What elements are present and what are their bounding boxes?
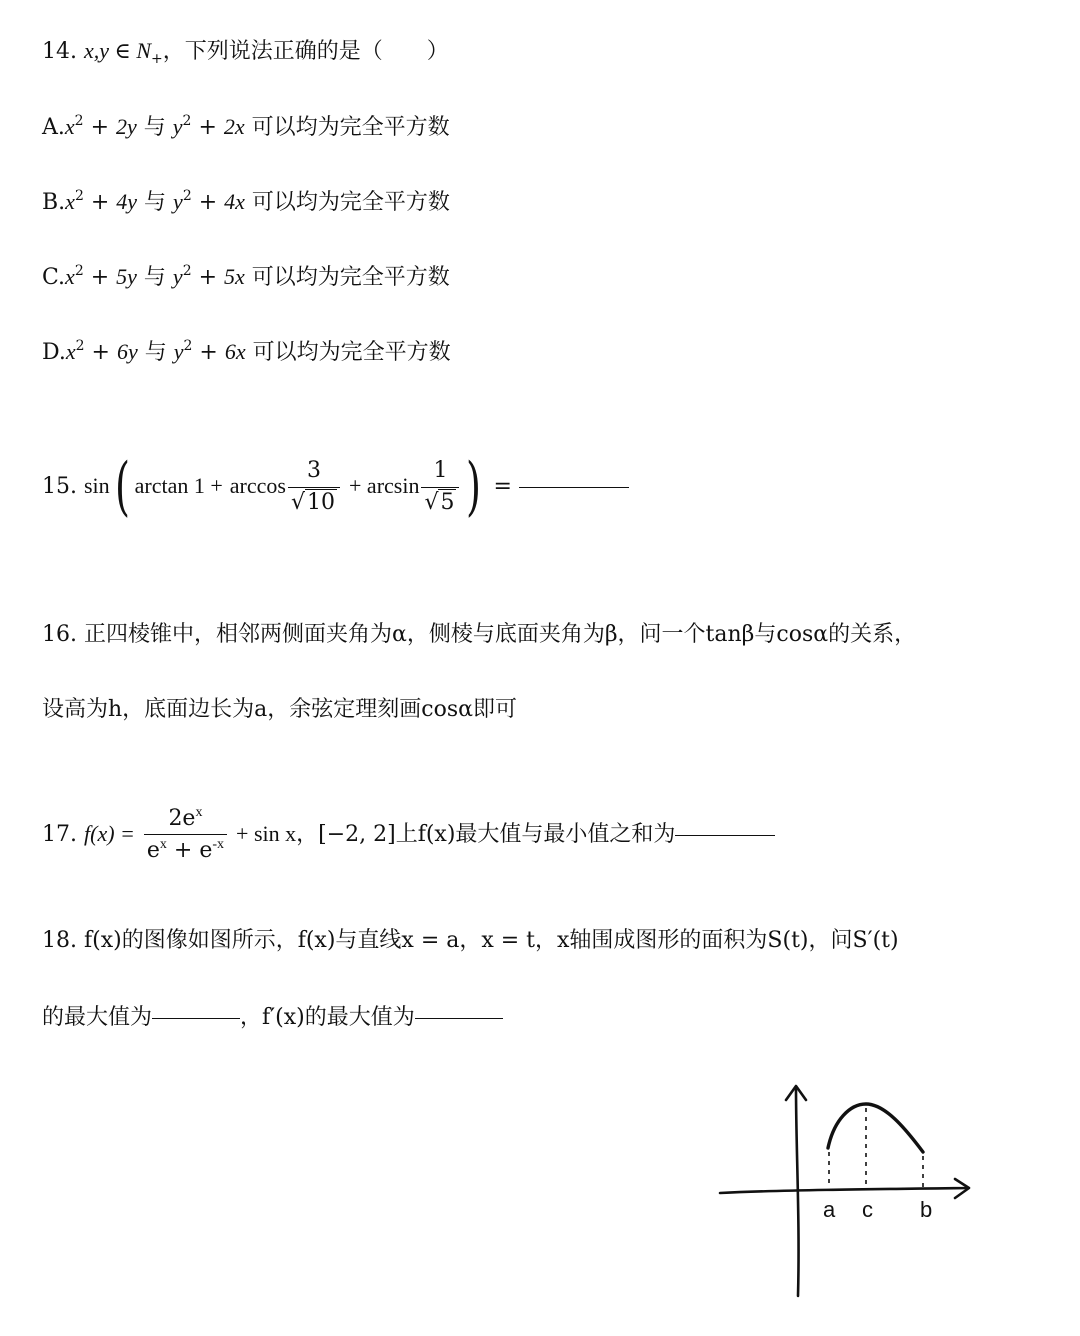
option-text: 可以均为完全平方数 (251, 190, 450, 215)
option-term: 2y (116, 114, 137, 139)
x-axis (720, 1188, 968, 1193)
q14-option-d: $D.x^2 + 6y$ 与 $y^2 + 6x$ 可以均为完全平方数 (42, 338, 451, 365)
q18-text-b: ，f′(x)的最大值为 (240, 1005, 415, 1030)
option-text: 可以均为完全平方数 (252, 340, 451, 365)
q15-arccos: arccos (229, 473, 286, 498)
q15-sin: sin (84, 473, 110, 498)
fraction-numerator: 1 (433, 458, 448, 484)
fraction-numerator: 3 (307, 458, 321, 484)
q17-sin-term: + sin x (236, 820, 297, 846)
q17-number: 17. (42, 821, 77, 847)
q15-fraction-2: $\frac{1}{√5}$ (421, 458, 459, 516)
option-label: B. (42, 190, 66, 215)
fraction-denominator: 5 (440, 489, 455, 515)
label-b: b (920, 1197, 933, 1222)
y-axis (796, 1088, 799, 1296)
q17-function: f(x) = (84, 820, 135, 846)
q15-arcsin: + arcsin (349, 473, 420, 498)
left-paren: ( (114, 450, 130, 524)
right-paren: ) (466, 450, 482, 524)
fraction-denominator: $e^x + e^{-x}$ (144, 834, 227, 864)
q14-math: x,y ∈ N (84, 38, 151, 63)
option-label: C. (42, 265, 66, 290)
q15-arctan: arctan 1 + (134, 473, 223, 498)
function-curve (828, 1104, 923, 1152)
q18-text-a: 的最大值为 (42, 1005, 153, 1030)
option-term: 4y (116, 189, 138, 214)
option-text: 可以均为完全平方数 (251, 115, 450, 140)
q15-number: 15. (42, 474, 77, 499)
q16-line-1: 16. 正四棱锥中，相邻两侧面夹角为α，侧棱与底面夹角为β，问一个tanβ与cosα的关系， (42, 622, 917, 647)
q17-text: ，[−2, 2]上f(x)最大值与最小值之和为 (296, 821, 676, 847)
q14-number: 14. (42, 39, 77, 64)
q16-line-2: 设高为h，底面边长为a，余弦定理刻画cosα即可 (42, 697, 517, 722)
q14-option-b: $B.x^2 + 4y$ 与 $y^2 + 4x$ 可以均为完全平方数 (42, 188, 450, 215)
option-label: D. (42, 340, 66, 365)
q14-subscript: + (151, 51, 163, 67)
fraction-numerator: $2e^x$ (168, 805, 203, 831)
option-term: 5x (224, 264, 245, 289)
q18-line-1: 18. f(x)的图像如图所示，f(x)与直线x = a，x = t，x轴围成图形的面积为S(t)，问S′(t) (42, 928, 899, 953)
option-term: 2x (223, 114, 245, 139)
q15-equals: = (493, 474, 512, 499)
option-term: 6y (116, 339, 138, 364)
label-a: a (823, 1197, 836, 1222)
q14-option-c: $C.x^2 + 5y$ 与 $y^2 + 5x$ 可以均为完全平方数 (42, 263, 450, 290)
option-term: 6x (224, 339, 246, 364)
fraction-denominator: 10 (307, 489, 336, 515)
label-c: c (862, 1197, 873, 1222)
q14-option-a: $A.x^2 + 2y$ 与 $y^2 + 2x$ 可以均为完全平方数 (42, 113, 450, 140)
q15-fraction-1: $\frac{3}{√10}$ (288, 458, 340, 516)
option-text: 可以均为完全平方数 (251, 265, 450, 290)
option-term: 5y (116, 264, 137, 289)
q14-text: ，下列说法正确的是（ ） (162, 39, 449, 64)
option-term: 4x (224, 189, 245, 214)
option-label: A. (42, 115, 65, 140)
